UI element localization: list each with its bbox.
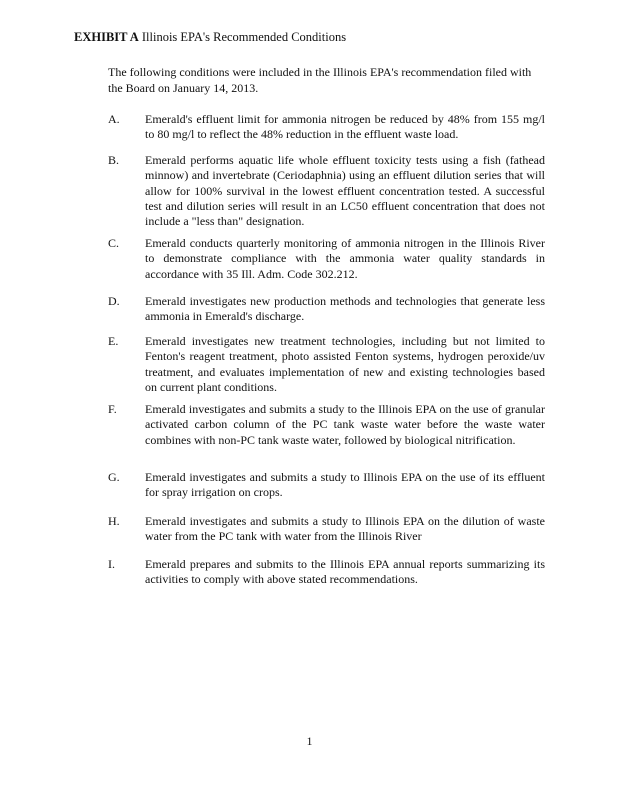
condition-item: [108, 514, 545, 545]
condition-item: [108, 402, 545, 448]
condition-text: Emerald conducts quarterly monitoring of ammonia nitrogen in the Illinois River to demonstrate compliance with the ammonia water quality standards in accordance with 35 Ill. Adm. Code 302.212.: [145, 236, 545, 281]
condition-item: [108, 334, 545, 395]
condition-text: Emerald investigates and submits a study to the Illinois EPA on the use of granular activated carbon column of the PC tank waste water before the waste water combines with non-PC tank waste water, followed by biological nitrification.: [145, 402, 545, 447]
condition-item: [108, 236, 545, 282]
condition-item: [108, 470, 545, 501]
condition-item: [108, 294, 545, 325]
condition-item: [108, 153, 545, 229]
condition-text: Emerald's effluent limit for ammonia nitrogen be reduced by 48% from 155 mg/l to 80 mg/l to reflect the 48% reduction in the effluent waste load.: [145, 112, 545, 142]
condition-letter: I.: [108, 557, 115, 571]
condition-letter: G.: [108, 470, 120, 484]
condition-letter: B.: [108, 153, 120, 167]
condition-text: Emerald investigates new production methods and technologies that generate less ammonia in Emerald's discharge.: [145, 294, 545, 324]
condition-text: Emerald investigates new treatment technologies, including but not limited to Fenton's reagent treatment, photo assisted Fenton systems, hydrogen peroxide/uv treatment, and evaluates implementation of new and existing technologies based on current plant conditions.: [145, 334, 545, 394]
condition-text: Emerald prepares and submits to the Illinois EPA annual reports summarizing its activities to comply with above stated recommendations.: [145, 557, 545, 587]
intro-paragraph: The following conditions were included in the Illinois EPA's recommendation filed with the Board on January 14, 2013.: [108, 65, 532, 95]
condition-text: Emerald performs aquatic life whole effluent toxicity tests using a fish (fathead minnow) and invertebrate (Ceriodaphnia) using an effluent dilution series that will allow for 100% survival in the lowest effluent concentration tested. A successful test and dilution series will result in an LC50 effluent concentration that does not include a "less than" designation.: [145, 153, 545, 229]
condition-letter: C.: [108, 236, 120, 250]
condition-letter: D.: [108, 294, 120, 308]
condition-letter: A.: [108, 112, 120, 126]
condition-text: Emerald investigates and submits a study to Illinois EPA on the use of its effluent for spray irrigation on crops.: [145, 470, 545, 500]
exhibit-label: EXHIBIT A: [74, 30, 139, 44]
page-number: 1: [306, 734, 313, 748]
condition-letter: H.: [108, 514, 120, 528]
condition-letter: F.: [108, 402, 117, 416]
condition-text: Emerald investigates and submits a study to Illinois EPA on the dilution of waste water from the PC tank with water from the Illinois River: [145, 514, 545, 544]
condition-letter: E.: [108, 334, 119, 348]
exhibit-heading: [74, 30, 346, 45]
exhibit-title: Illinois EPA's Recommended Conditions: [141, 30, 347, 44]
condition-item: [108, 557, 545, 588]
condition-item: [108, 112, 545, 143]
